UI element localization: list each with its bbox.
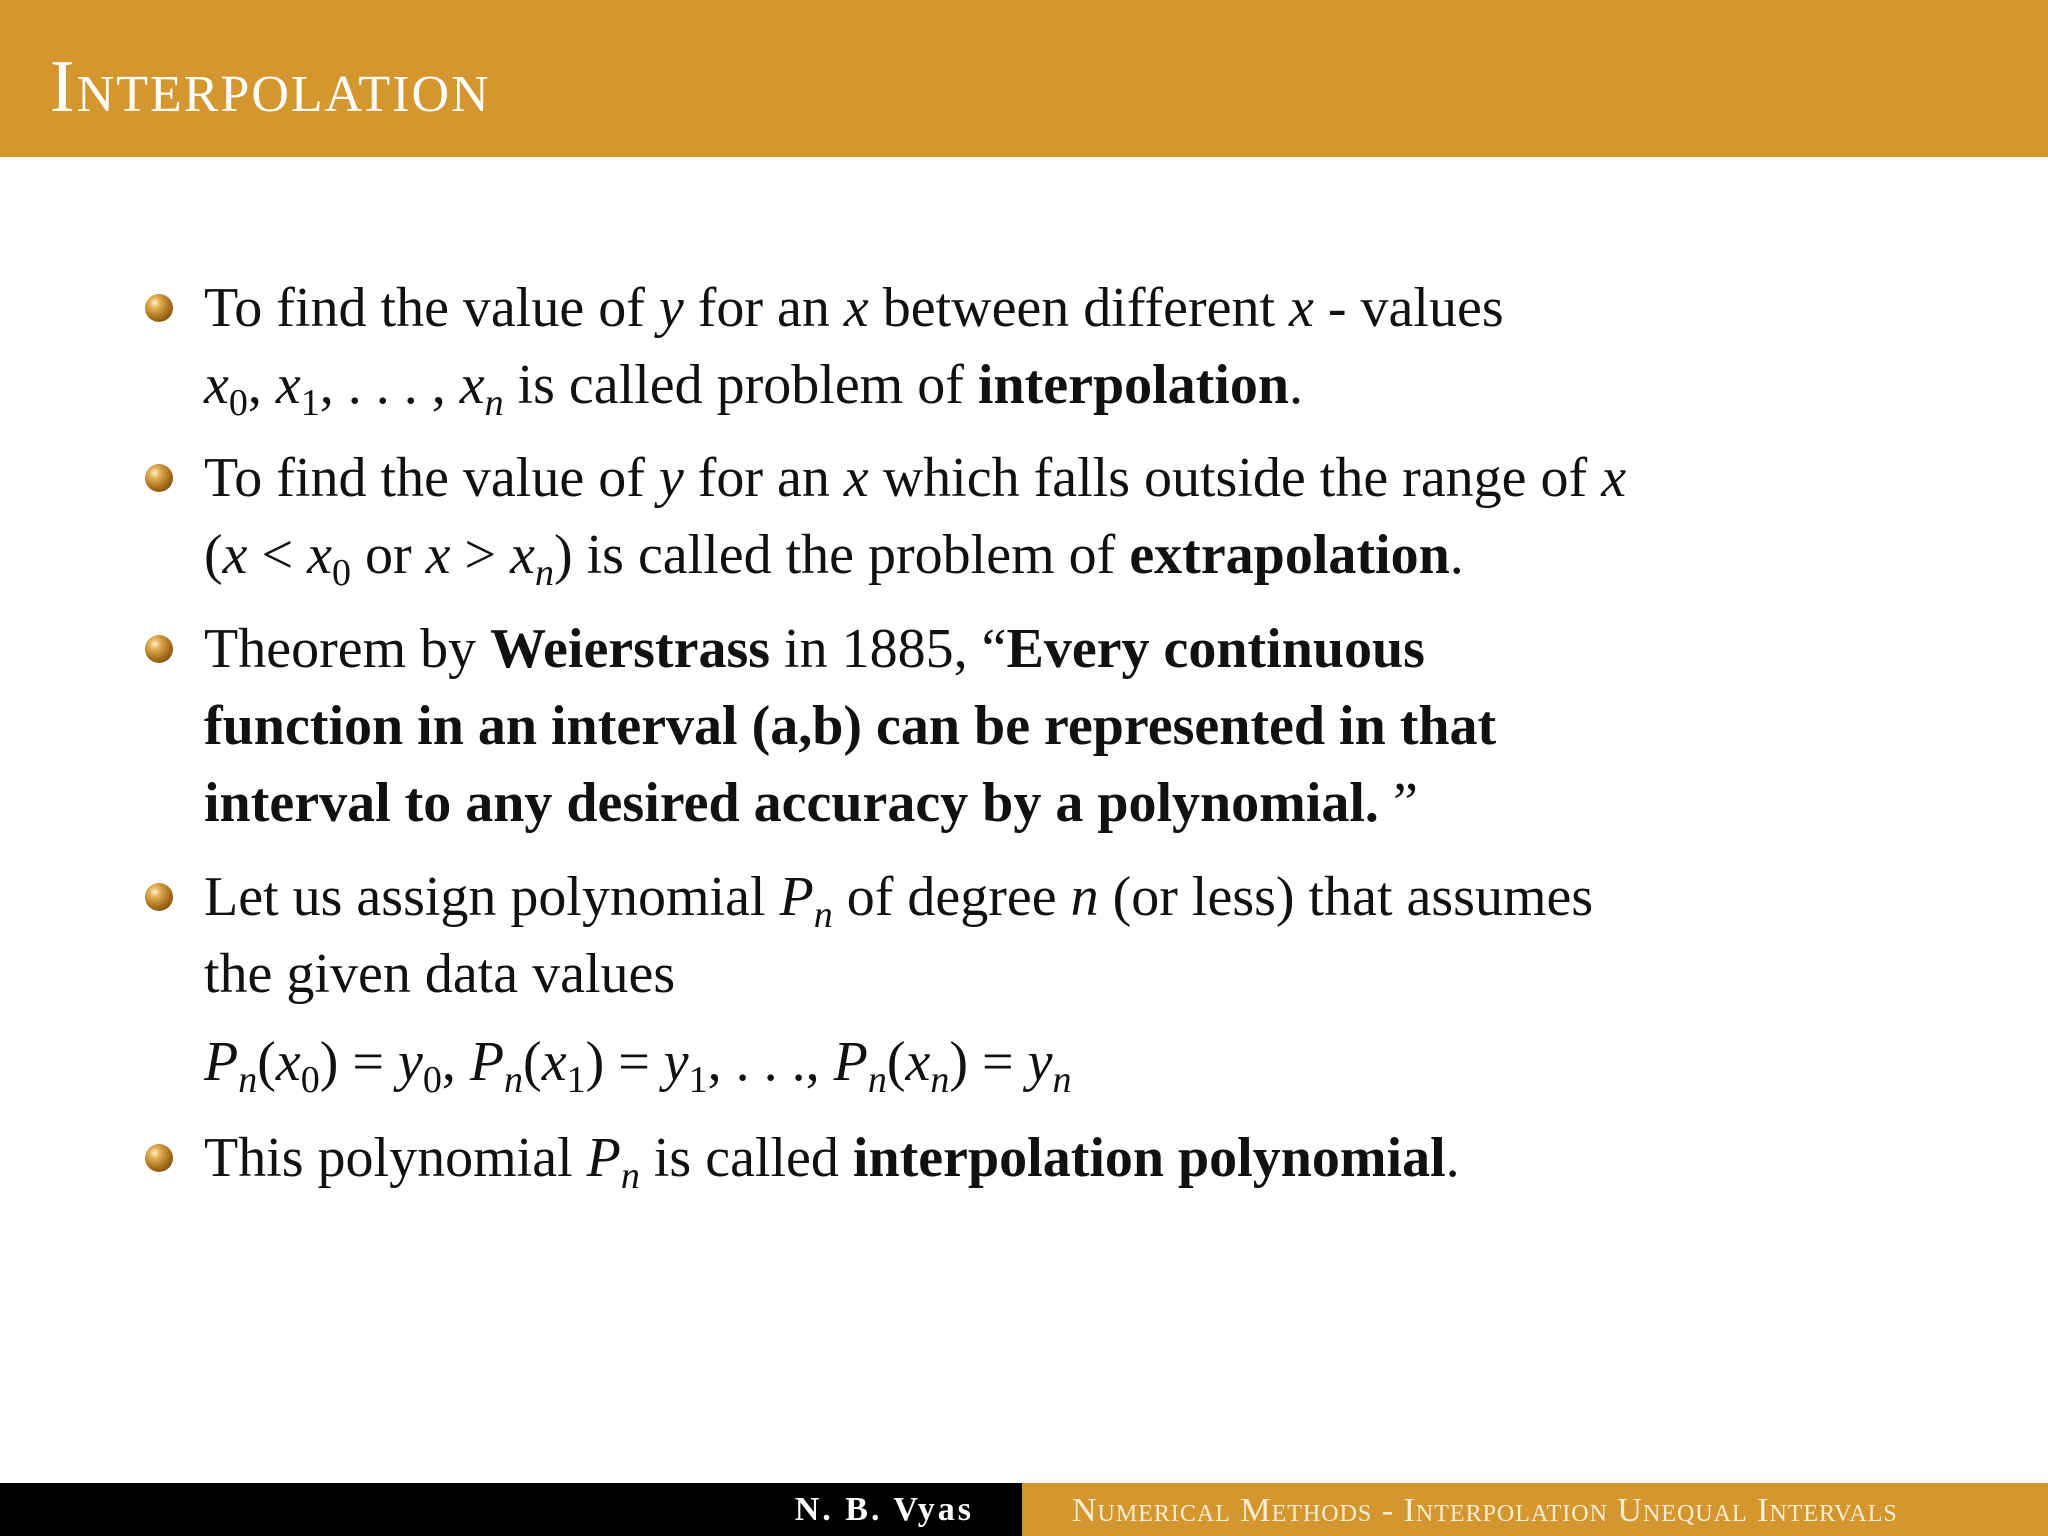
- item-2-line-2: ($x < x_0$ or $x > x_n$) is called the problem of extrapolation.: [204, 524, 1464, 594]
- slide-title: Interpolation: [50, 46, 491, 128]
- item-1-line-2: $x_0$, $x_1$, . . . , $x_n$ is called problem of interpolation.: [204, 354, 1304, 424]
- bullet-icon: [145, 635, 173, 663]
- item-3-line-3: interval to any desired accuracy by a polynomial. ”: [204, 772, 1418, 834]
- item-2-line-1: To find the value of y for an x which falls outside the range of x: [204, 447, 1627, 509]
- footer-course-bar: [1022, 1483, 2048, 1536]
- item-4-equation: $P_n(x_0) = y_0$, $P_n(x_1) = y_1$, . . ., $P_n(x_n) = y_n$: [204, 1031, 1072, 1101]
- bullet-icon: [145, 294, 173, 322]
- footer-author: N. B. Vyas: [794, 1491, 974, 1528]
- item-4-line-2: the given data values: [204, 943, 676, 1005]
- bullet-icon: [145, 883, 173, 911]
- footer-author-bar: [0, 1483, 1022, 1536]
- footer-course-title: Numerical Methods - Interpolation Unequal Intervals: [1072, 1492, 1898, 1529]
- item-1-line-1: To find the value of y for an x between different x - values: [204, 277, 1504, 339]
- bullet-icon: [145, 464, 173, 492]
- item-3-line-2: function in an interval (a,b) can be represented in that: [204, 695, 1497, 757]
- item-3-line-1: Theorem by Weierstrass in 1885, “Every continuous: [204, 618, 1425, 680]
- item-4-line-1: Let us assign polynomial $P_n$ of degree n (or less) that assumes: [204, 866, 1594, 936]
- bullet-icon: [145, 1144, 173, 1172]
- item-5-line-1: This polynomial $P_n$ is called interpolation polynomial.: [204, 1127, 1460, 1197]
